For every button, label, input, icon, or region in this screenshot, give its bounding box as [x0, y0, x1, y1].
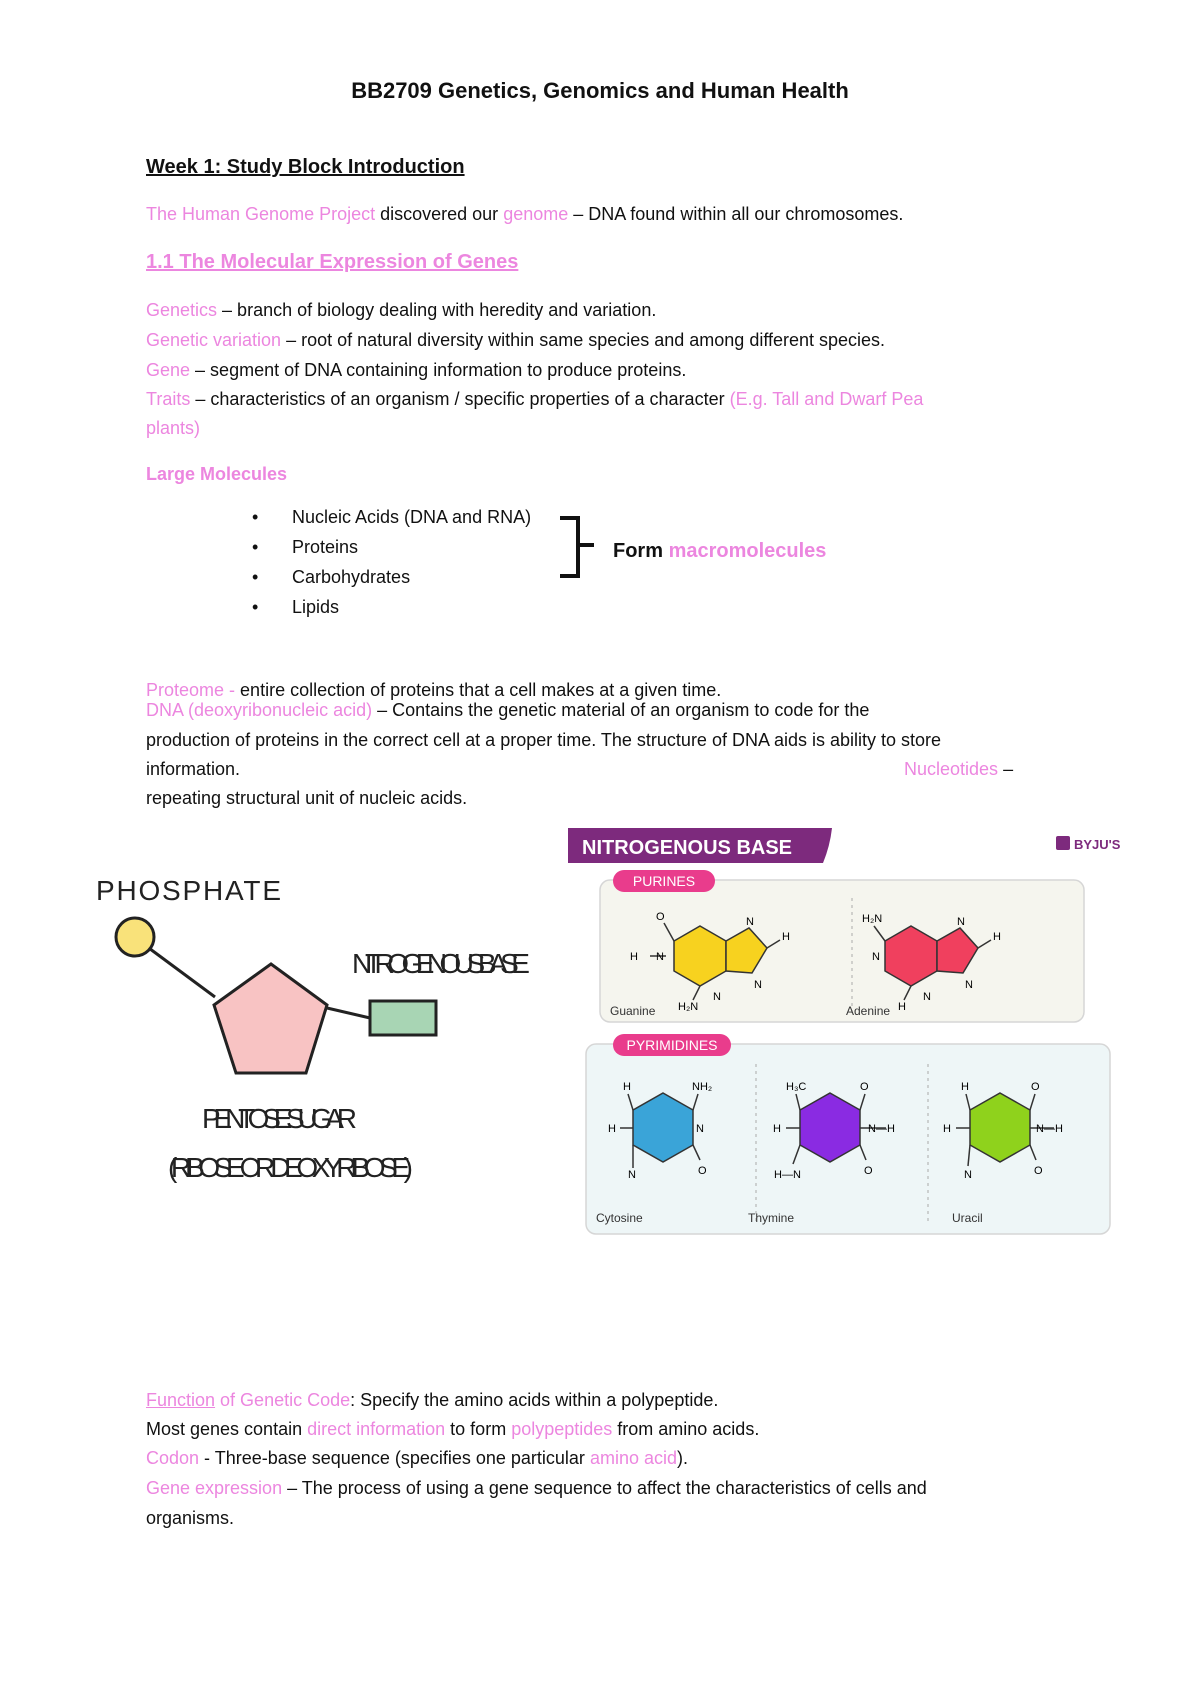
atom-h: H	[943, 1123, 951, 1135]
definition-text: – segment of DNA containing information to produce proteins.	[190, 360, 687, 380]
atom-o: O	[656, 911, 665, 923]
pentose-sugar-shape	[214, 964, 327, 1073]
sugar-label: PENTOSE SUGAR	[202, 1103, 357, 1134]
definition-gene	[146, 356, 686, 385]
dna-line-3: information.	[146, 759, 241, 779]
intro-line	[146, 200, 903, 229]
intro-term-genome: genome	[503, 204, 569, 224]
definition-term: Traits	[146, 389, 191, 409]
proteome-text: entire collection of proteins that a cell makes at a given time.	[235, 680, 722, 700]
atom-o: O	[1031, 1081, 1040, 1093]
genes-info-term: polypeptides	[511, 1419, 613, 1439]
list-item: • Carbohydrates	[252, 562, 531, 592]
definition-example: (E.g. Tall and Dwarf Pea	[729, 389, 924, 409]
list-item: • Nucleic Acids (DNA and RNA)	[252, 502, 531, 532]
week-heading: Week 1: Study Block Introduction	[146, 156, 465, 178]
definition-traits	[146, 385, 923, 414]
large-molecules-list	[252, 502, 531, 622]
function-line	[146, 1386, 718, 1415]
atom-n: N	[964, 1169, 972, 1181]
codon-end: ).	[676, 1448, 688, 1468]
atom-n: N	[754, 979, 762, 991]
dna-line-4: repeating structural unit of nucleic acids.	[146, 788, 468, 808]
definition-traits-example-cont: plants)	[146, 418, 201, 438]
atom-n: N	[628, 1169, 636, 1181]
guanine-label: Guanine	[610, 1004, 656, 1018]
atom-o: O	[698, 1165, 707, 1177]
dna-line-1	[146, 696, 869, 725]
function-text: : Specify the amino acids within a polypeptide.	[350, 1390, 719, 1410]
atom-h-n: H—N	[774, 1169, 801, 1181]
atom-n: N	[872, 951, 880, 963]
brace-label-text: Form	[613, 540, 669, 562]
brace-label	[613, 537, 826, 566]
atom-o: O	[864, 1165, 873, 1177]
intro-rest: – DNA found within all our chromosomes.	[568, 204, 904, 224]
thymine-label: Thymine	[748, 1211, 795, 1225]
atom-n: N	[923, 991, 931, 1003]
purines-panel	[600, 880, 1084, 1022]
sugar-sublabel: (RIBOSE OR DEOXYRIBOSE)	[168, 1152, 413, 1183]
atom-o: O	[1034, 1165, 1043, 1177]
document-title: BB2709 Genetics, Genomics and Human Health	[351, 78, 849, 103]
definition-text: – branch of biology dealing with heredity and variation.	[217, 300, 657, 320]
atom-h2n: H₂N	[862, 913, 883, 925]
dna-term: DNA (deoxyribonucleic acid)	[146, 700, 373, 720]
codon-line	[146, 1444, 688, 1473]
dna-line-2: production of proteins in the correct cell at a proper time. The structure of DNA aids is ability to store	[146, 730, 942, 750]
genes-info-text: from amino acids.	[612, 1419, 760, 1439]
atom-nh2: NH₂	[692, 1081, 713, 1093]
chart-title: NITROGENOUS BASE	[582, 837, 793, 859]
atom-n-h: N—H	[1036, 1123, 1063, 1135]
uracil-label: Uracil	[952, 1211, 983, 1225]
large-molecules-heading: Large Molecules	[146, 464, 288, 484]
purines-label: PURINES	[632, 873, 696, 889]
gene-expression-text: – The process of using a gene sequence to affect the characteristics of cells and	[282, 1478, 927, 1498]
nucleotides-term: Nucleotides	[904, 759, 999, 779]
definition-genetic-variation	[146, 326, 885, 355]
genes-info-term: direct information	[307, 1419, 446, 1439]
atom-h: H	[961, 1081, 969, 1093]
brace-label-term: macromolecules	[668, 540, 827, 562]
nucleotides-line	[904, 755, 1013, 784]
atom-h2n: H₂N	[678, 1001, 699, 1013]
dna-text: – Contains the genetic material of an organism to code for the	[372, 700, 870, 720]
atom-h: H	[993, 931, 1001, 943]
nucleotides-dash: –	[998, 759, 1014, 779]
atom-h: H	[898, 1001, 906, 1013]
adenine-label: Adenine	[846, 1004, 891, 1018]
genes-info-text: Most genes contain	[146, 1419, 308, 1439]
intro-term-hgp: The Human Genome Project	[146, 204, 376, 224]
nucleotide-diagram	[80, 860, 550, 1200]
atom-o: O	[860, 1081, 869, 1093]
gene-expression-term: Gene expression	[146, 1478, 283, 1498]
section-heading: 1.1 The Molecular Expression of Genes	[146, 251, 519, 273]
definition-term: Genetic variation	[146, 330, 282, 350]
base-label: NITROGENOUS BASE	[352, 948, 530, 979]
atom-h: H	[608, 1123, 616, 1135]
definition-term: Genetics	[146, 300, 218, 320]
definition-text: – characteristics of an organism / specific properties of a character	[190, 389, 730, 409]
definition-text: – root of natural diversity within same species and among different species.	[281, 330, 886, 350]
atom-n: N	[957, 916, 965, 928]
definition-genetics	[146, 296, 656, 325]
atom-h: H	[782, 931, 790, 943]
brand-logo-icon	[1056, 836, 1070, 850]
pyrimidines-label: PYRIMIDINES	[626, 1037, 718, 1053]
brand-name: BYJU'S	[1074, 837, 1121, 852]
atom-n: N	[696, 1123, 704, 1135]
base-bond	[327, 1008, 370, 1018]
atom-h3c: H₃C	[786, 1081, 807, 1093]
genes-info-line	[146, 1415, 759, 1444]
function-term: Function	[146, 1390, 216, 1410]
atom-h: H	[630, 951, 638, 963]
gene-expression-line	[146, 1474, 927, 1503]
base-rectangle	[370, 1001, 436, 1035]
phosphate-label: PHOSPHATE	[96, 875, 281, 906]
codon-text: - Three-base sequence (specifies one particular	[199, 1448, 590, 1468]
phosphate-circle	[116, 918, 154, 956]
codon-term-amino: amino acid	[589, 1448, 677, 1468]
genes-info-text: to form	[445, 1419, 512, 1439]
function-term-cont: of Genetic Code	[215, 1390, 351, 1410]
atom-n-h: N—H	[868, 1123, 895, 1135]
nitrogenous-base-chart	[568, 828, 1128, 1246]
atom-n: N	[713, 991, 721, 1003]
cytosine-label: Cytosine	[596, 1211, 643, 1225]
definition-term: Gene	[146, 360, 191, 380]
atom-n: N	[656, 951, 664, 963]
atom-n: N	[965, 979, 973, 991]
atom-h: H	[623, 1081, 631, 1093]
atom-n: N	[746, 916, 754, 928]
proteome-term: Proteome -	[146, 680, 236, 700]
codon-term: Codon	[146, 1448, 200, 1468]
list-item: • Proteins	[252, 532, 531, 562]
intro-mid: discovered our	[375, 204, 504, 224]
list-item: • Lipids	[252, 592, 531, 622]
atom-h: H	[773, 1123, 781, 1135]
brace-icon	[558, 514, 598, 584]
gene-expression-line-2: organisms.	[146, 1508, 235, 1528]
